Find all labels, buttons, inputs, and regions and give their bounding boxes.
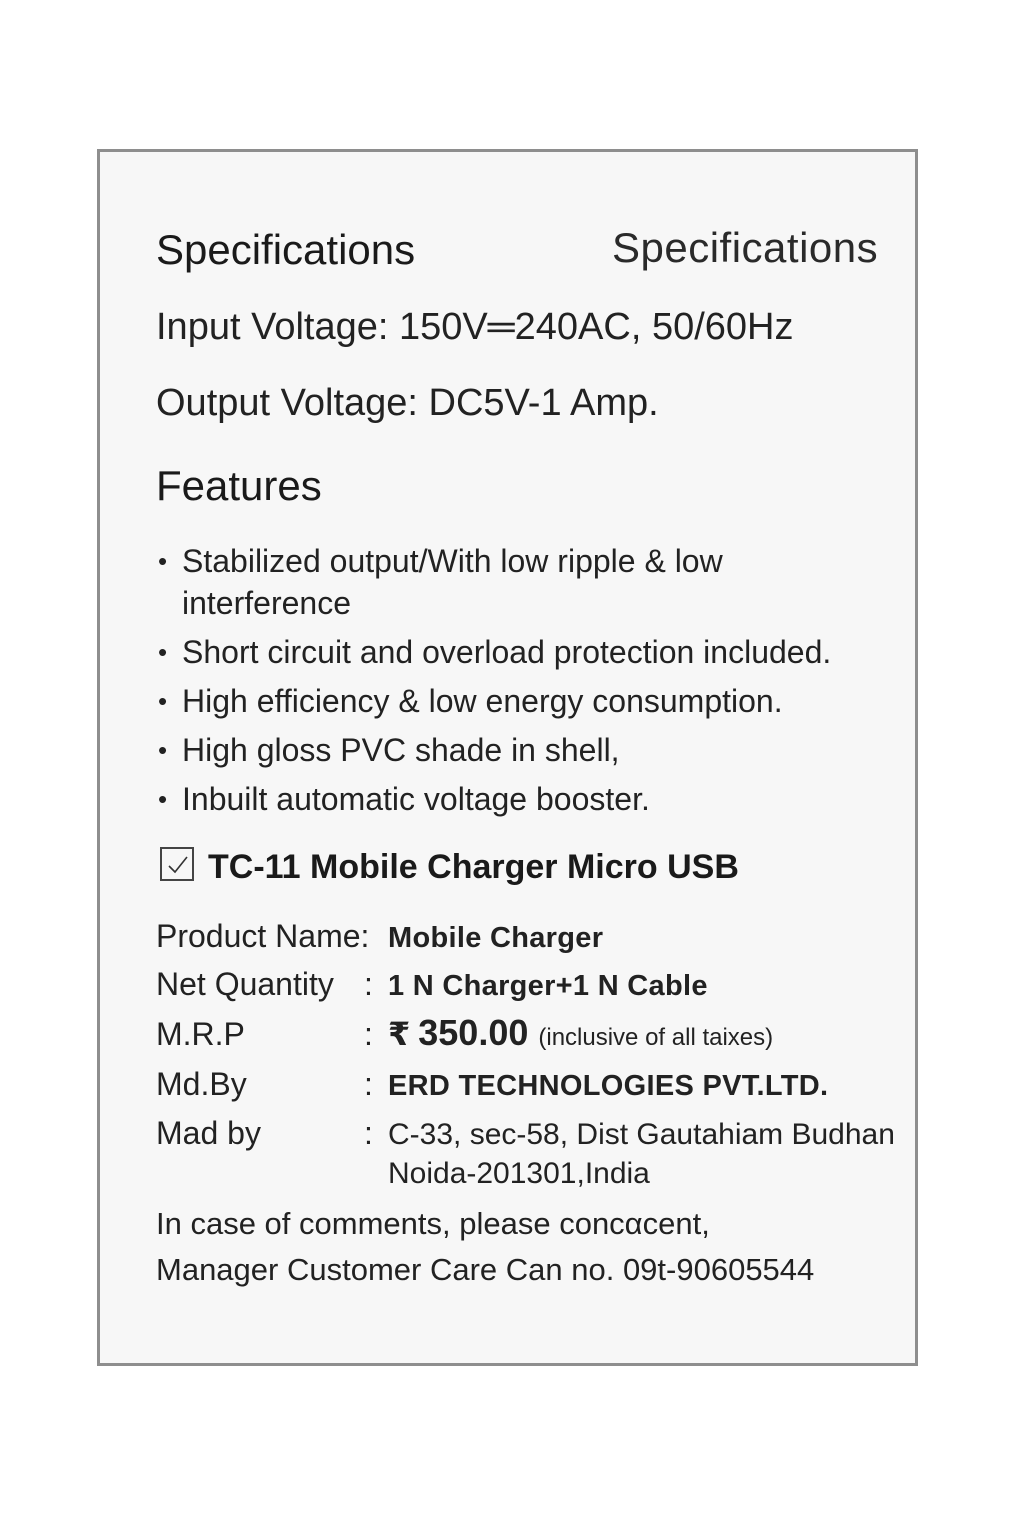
- net-quantity-value: 1 N Charger+1 N Cable: [388, 970, 708, 1002]
- product-title: TC-11 Mobile Charger Micro USB: [208, 848, 739, 886]
- specifications-heading-repeat: Specifications: [612, 224, 879, 271]
- checkbox-checked-icon: [160, 847, 194, 881]
- features-list: [156, 540, 876, 827]
- mrp-price: 350.00: [418, 1012, 529, 1053]
- feature-item: • Stabilized output/With low ripple & low interference: [156, 540, 876, 624]
- manufacturer-label: Md.By: [156, 1066, 247, 1102]
- features-heading: Features: [156, 462, 322, 509]
- bullet-icon: •: [158, 784, 168, 814]
- mrp-colon: :: [364, 1016, 373, 1052]
- bullet-icon: •: [158, 686, 168, 716]
- manufacturer-colon: :: [364, 1066, 373, 1102]
- net-quantity-row: [156, 966, 708, 1003]
- mrp-note: (inclusive of all taixes): [538, 1024, 774, 1051]
- address-line-1: C-33, sec-58, Dist Gautahiam Budhan: [388, 1118, 895, 1151]
- address-label: Mad by: [156, 1115, 261, 1151]
- rupee-icon: ₹: [388, 1016, 411, 1052]
- input-voltage: Input Voltage: 150V═240AC, 50/60Hz: [156, 306, 794, 348]
- footer-comments-line: In case of comments, please concαcent,: [156, 1206, 710, 1241]
- feature-item: • Short circuit and overload protection included.: [156, 631, 876, 673]
- address-colon: :: [364, 1115, 373, 1151]
- mrp-row: [156, 1012, 773, 1054]
- manufacturer-value: ERD TECHNOLOGIES PVT.LTD.: [388, 1070, 829, 1102]
- bullet-icon: •: [158, 735, 168, 765]
- mrp-label: M.R.P: [156, 1016, 245, 1052]
- product-label-card: [97, 149, 918, 1366]
- footer-customer-care-line: Manager Customer Care Can no. 09t-90605544: [156, 1252, 815, 1287]
- product-name-label: Product Name:: [156, 918, 370, 954]
- address-row: [156, 1115, 895, 1152]
- bullet-icon: •: [158, 637, 168, 667]
- product-name-value: Mobile Charger: [388, 922, 604, 954]
- manufacturer-row: [156, 1066, 828, 1103]
- bullet-icon: •: [158, 546, 168, 576]
- feature-item: • Inbuilt automatic voltage booster.: [156, 778, 876, 820]
- net-quantity-colon: :: [364, 966, 373, 1002]
- feature-item: • High gloss PVC shade in shell,: [156, 729, 876, 771]
- product-name-row: [156, 918, 603, 955]
- feature-item: • High efficiency & low energy consumption.: [156, 680, 876, 722]
- product-title-row: [160, 848, 739, 887]
- specifications-heading: Specifications: [156, 226, 416, 273]
- output-voltage: Output Voltage: DC5V-1 Amp.: [156, 382, 659, 424]
- address-line-2: Noida-201301,India: [388, 1157, 650, 1190]
- net-quantity-label: Net Quantity: [156, 966, 334, 1002]
